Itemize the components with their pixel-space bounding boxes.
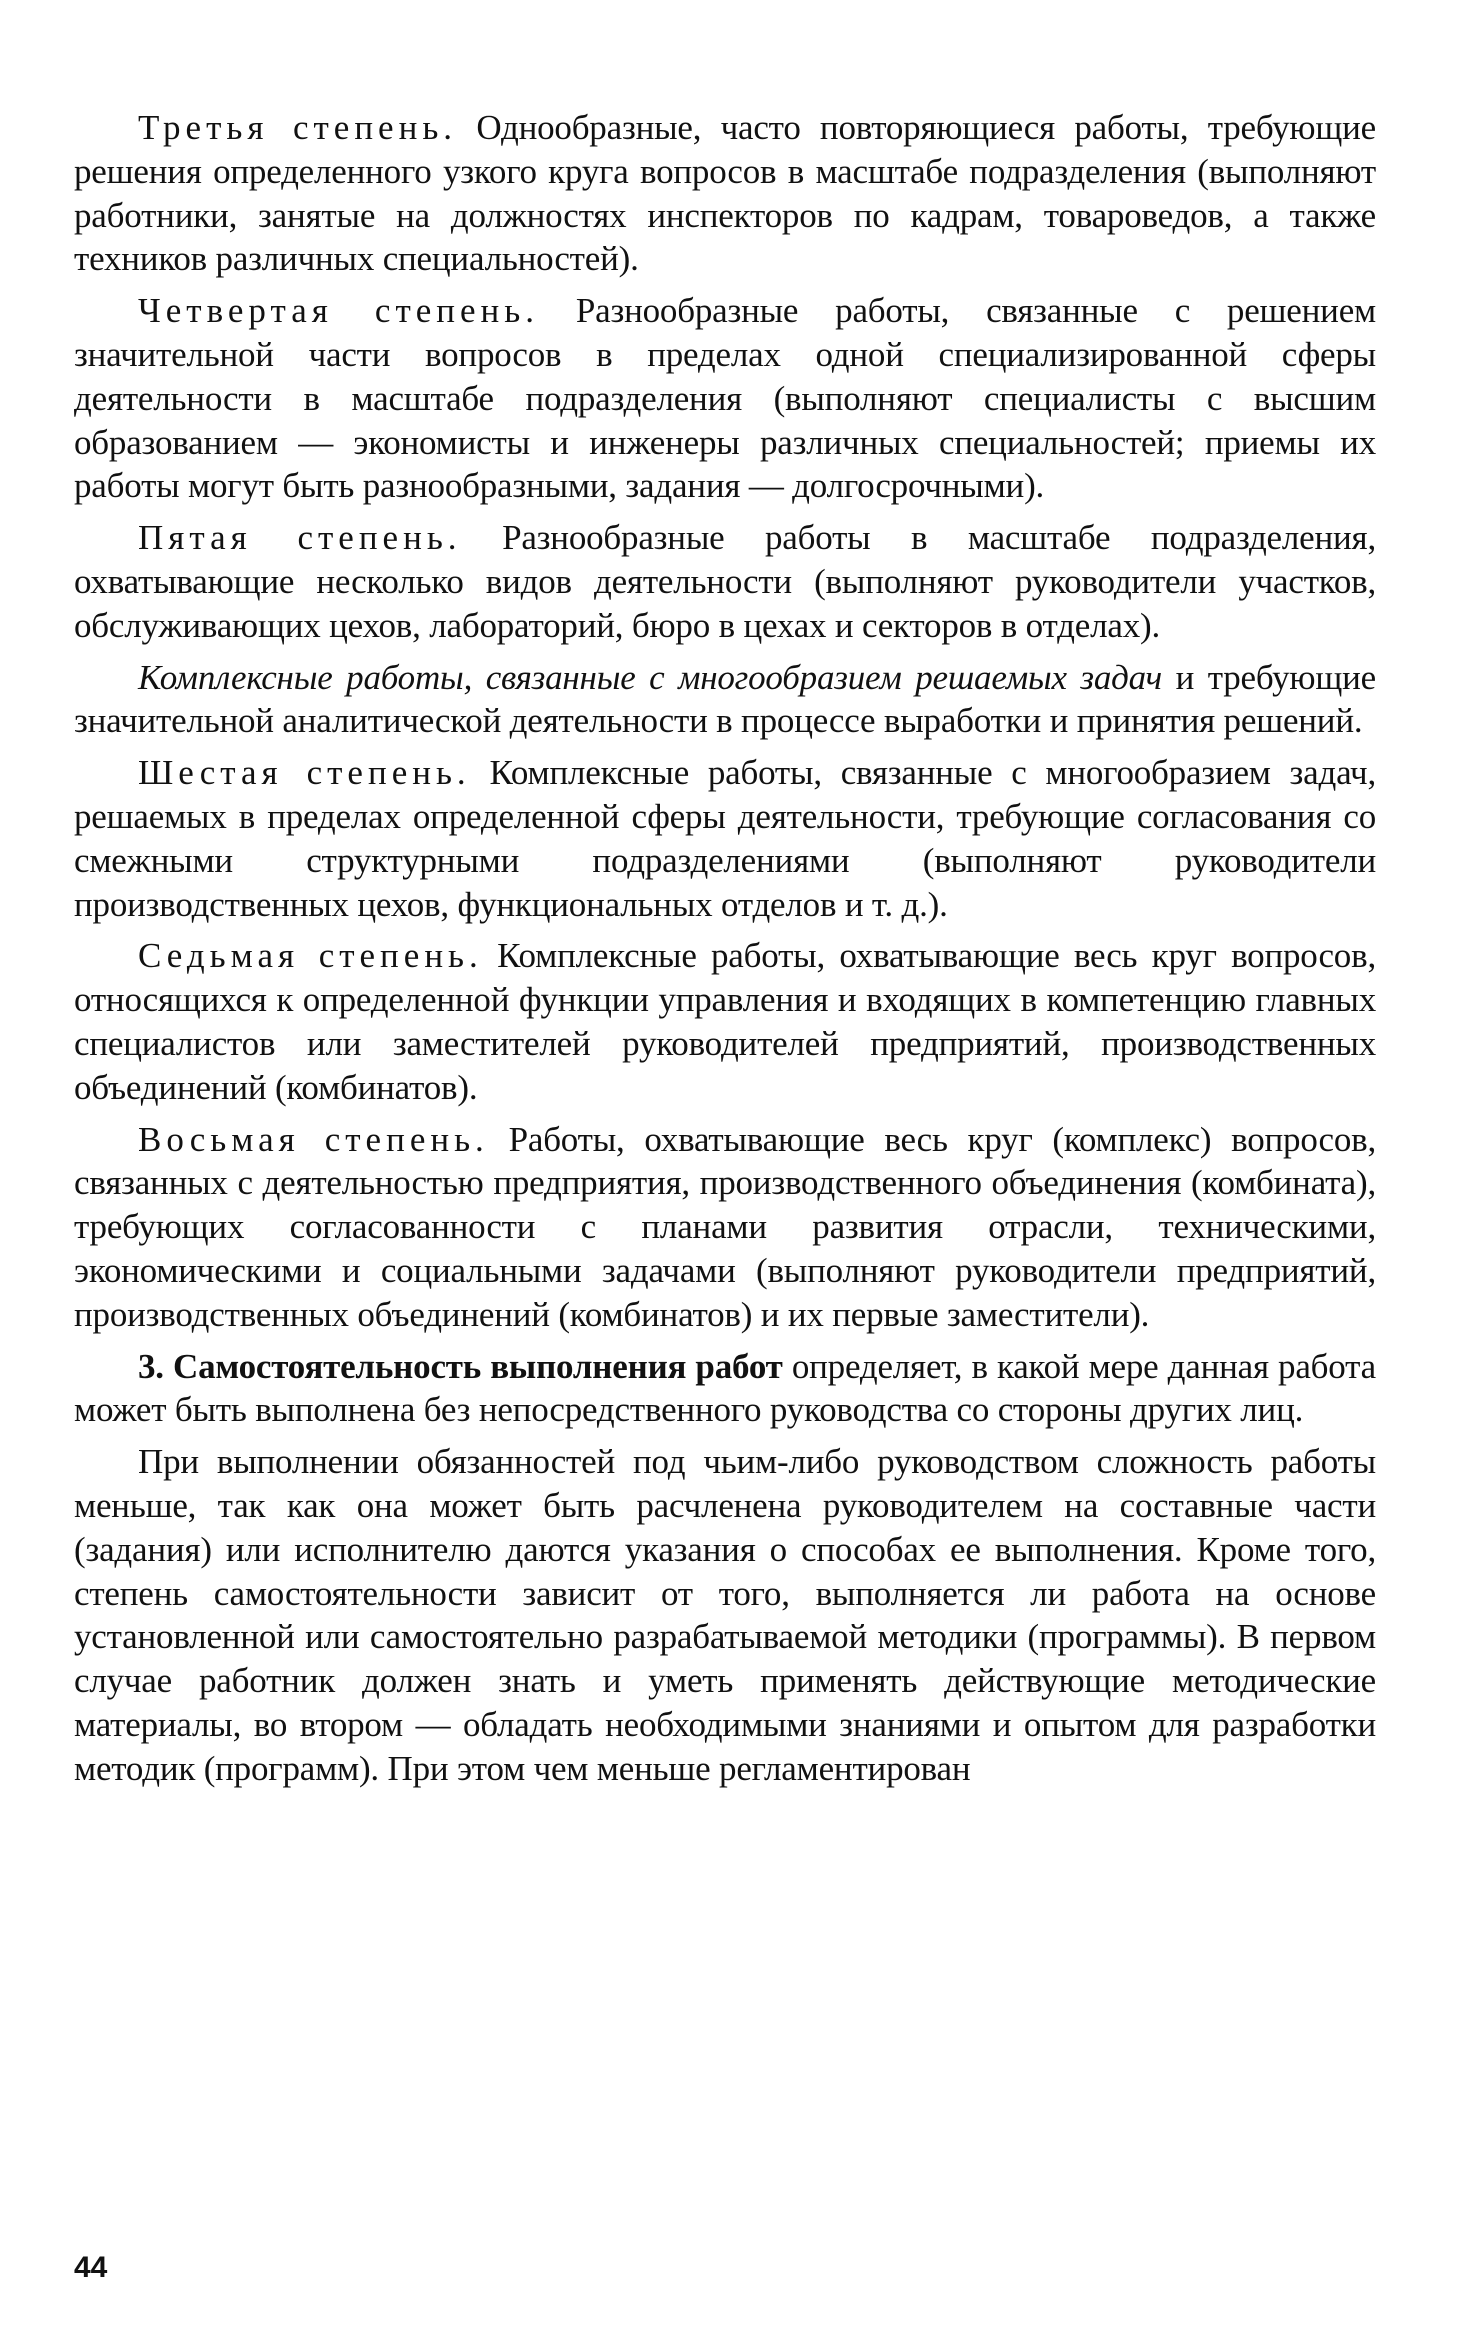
heading-grade-8: Восьмая степень. <box>138 1119 489 1159</box>
paragraph-body: Однообразные, часто повторяющиеся работы, требующие решения определенного узкого круга вопросов в масштабе подразделения (выполняют работники, занятые на должностях инспекторов по кадрам, товароведов, а также техников различных специальностей). <box>74 108 1376 279</box>
paragraph-body: определяет, в какой мере данная работа может быть выполнена без непосредственного руководства со стороны других лиц. <box>74 1346 1376 1430</box>
paragraph-body: Разнообразные работы, связанные с решением значительной части вопросов в пределах одной специализированной сферы деятельности в масштабе подразделения (выполняют специалисты с высшим образованием — экономисты и инженеры различных специальностей; приемы их работы могут быть разнообразными, задания — долгосрочными). <box>74 291 1376 506</box>
paragraph-supervision <box>74 1440 1376 1790</box>
paragraph-body: Работы, охватывающие весь круг (комплекс) вопросов, связанных с деятельностью предприятия, производственного объединения (комбината), требующих согласованности с планами развития отрасли, техническими, экономическими и социальными задачами (выполняют руководители предприятий, производственных объединений (комбинатов) и их первые заместители). <box>74 1119 1377 1334</box>
heading-complex-works: Комплексные работы, связанные с многообразием решаемых задач <box>138 657 1162 697</box>
heading-grade-7: Седьмая степень. <box>138 936 483 976</box>
paragraph-grade-3 <box>74 106 1376 281</box>
heading-grade-5: Пятая степень. <box>138 518 462 558</box>
paragraph-complex-works <box>74 656 1376 744</box>
paragraph-grade-8 <box>74 1118 1376 1337</box>
main-text <box>74 106 1376 1790</box>
paragraph-grade-6 <box>74 751 1376 926</box>
paragraph-body: Разнообразные работы в масштабе подразделения, охватывающие несколько видов деятельности (выполняют руководители участков, обслуживающих цехов, лабораторий, бюро в цехах и секторов в отделах). <box>74 518 1376 645</box>
paragraph-grade-7 <box>74 934 1376 1109</box>
paragraph-body: Комплексные работы, охватывающие весь круг вопросов, относящихся к определенной функции управления и входящих в компетенцию главных специалистов или заместителей руководителей предприятий, производственных объединений (комбинатов). <box>74 936 1376 1107</box>
page-number: 44 <box>74 2251 108 2284</box>
paragraph-independence <box>74 1345 1376 1433</box>
paragraph-body: Комплексные работы, связанные с многообразием задач, решаемых в пределах определенной сферы деятельности, требующие согласования со смежными структурными подразделениями (выполняют руководители производственных цехов, функциональных отделов и т. д.). <box>74 753 1376 924</box>
heading-grade-3: Третья степень. <box>138 108 458 147</box>
heading-grade-6: Шестая степень. <box>138 753 471 793</box>
heading-grade-4: Четвертая степень. <box>138 291 539 331</box>
heading-independence: 3. Самостоятельность выполнения работ <box>138 1346 783 1386</box>
paragraph-grade-4 <box>74 289 1376 508</box>
paragraph-body: и требующие значительной аналитической деятельности в процессе выработки и принятия решений. <box>74 657 1376 741</box>
paragraph-grade-5 <box>74 516 1376 647</box>
paragraph-body: При выполнении обязанностей под чьим-либо руководством сложность работы меньше, так как она может быть расчленена руководителем на составные части (задания) или исполнителю даются указания о способах ее выполнения. Кроме того, степень самостоятельности зависит от того, выполняется ли работа на основе установленной или самостоятельно разрабатываемой методики (программы). В первом случае работник должен знать и уметь применять действующие методические материалы, во втором — обладать необходимыми знаниями и опытом для разработки методик (программ). При этом чем меньше регламентирован <box>74 1442 1376 1788</box>
